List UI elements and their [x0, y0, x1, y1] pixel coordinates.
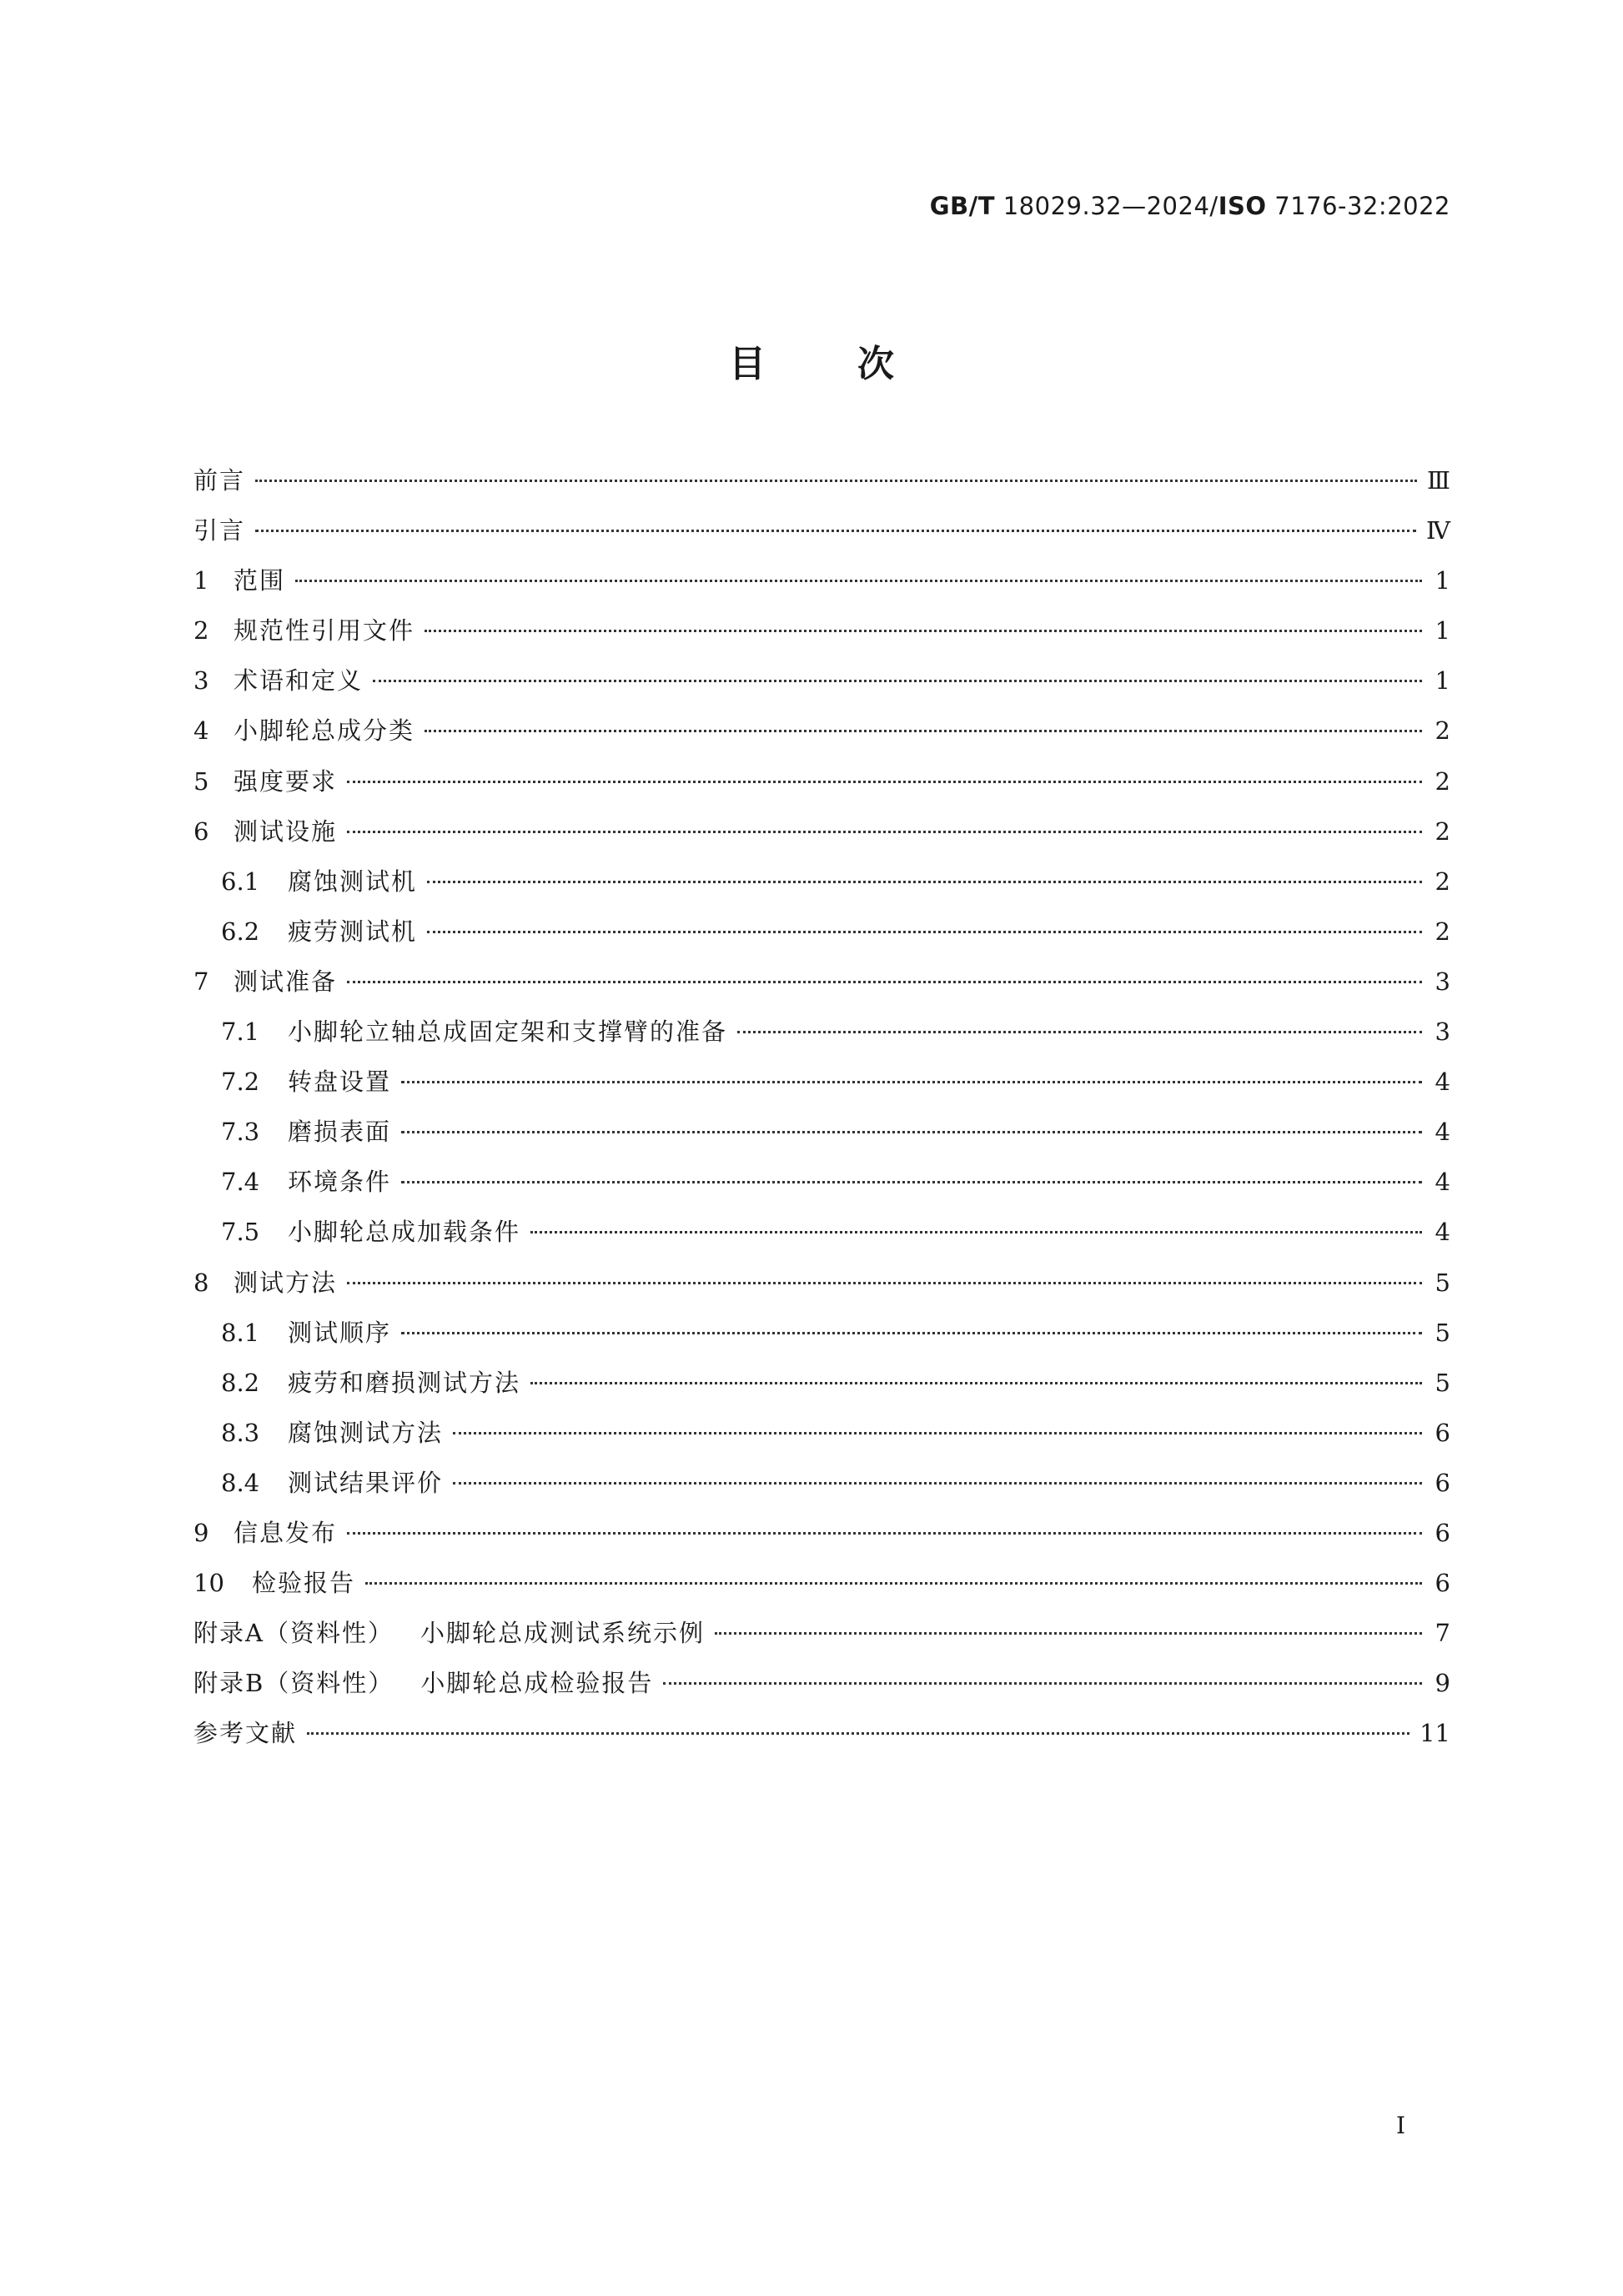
toc-entry-page: 11 — [1419, 1719, 1450, 1748]
toc-entry-number: 7.1 — [221, 1017, 260, 1047]
toc-entry-label: 测试结果评价 — [288, 1468, 444, 1497]
toc-entry-label: 规范性引用文件 — [234, 616, 415, 646]
toc-entry-7-2[interactable] — [193, 1063, 1450, 1113]
toc-leader — [255, 530, 1416, 532]
toc-leader — [530, 1382, 1422, 1384]
toc-entry-number: 3 — [193, 666, 209, 696]
toc-leader — [401, 1181, 1422, 1183]
toc-entry-label: 腐蚀测试方法 — [288, 1418, 444, 1447]
toc-entry-page: 9 — [1435, 1669, 1450, 1698]
toc-entry-page: Ⅳ — [1426, 516, 1450, 545]
toc-entry-label: 范围 — [234, 566, 286, 595]
toc-entry-label: 测试顺序 — [288, 1318, 392, 1347]
toc-leader — [427, 881, 1422, 883]
toc-entry-annex-a[interactable] — [193, 1615, 1450, 1665]
toc-entry-8-4[interactable] — [193, 1465, 1450, 1515]
toc-entry-label: 腐蚀测试机 — [288, 867, 418, 896]
toc-title: 目次 — [729, 343, 986, 385]
toc-entry-label: 引言 — [193, 516, 246, 545]
toc-entry-page: 2 — [1435, 716, 1450, 746]
toc-entry-7-4[interactable] — [193, 1163, 1450, 1213]
toc-entry-label: 测试准备 — [234, 967, 338, 996]
toc-entry-6-1[interactable] — [193, 863, 1450, 913]
toc-leader — [453, 1482, 1422, 1485]
toc-leader — [425, 730, 1422, 732]
standard-code-prefix: GB/T — [929, 192, 996, 220]
toc-entry-number: 6 — [193, 816, 209, 846]
toc-entry-8-1[interactable] — [193, 1314, 1450, 1364]
toc-entry-5[interactable] — [193, 763, 1450, 813]
toc-entry-page: 3 — [1435, 967, 1450, 996]
toc-entry-page: 2 — [1435, 766, 1450, 796]
toc-entry-page: 6 — [1435, 1518, 1450, 1547]
toc-leader — [737, 1031, 1422, 1033]
toc-entry-label: 前言 — [193, 466, 246, 495]
toc-entry-9[interactable] — [193, 1515, 1450, 1565]
toc-entry-1[interactable] — [193, 562, 1450, 612]
toc-entry-page: 3 — [1435, 1017, 1450, 1047]
toc-entry-page: 4 — [1435, 1118, 1450, 1147]
toc-entry-page: 1 — [1435, 666, 1450, 696]
toc-entry-page: 5 — [1435, 1318, 1450, 1347]
page-number: Ⅰ — [1395, 2112, 1405, 2139]
toc-entry-number: 8.3 — [221, 1418, 260, 1447]
toc-entry-7-5[interactable] — [193, 1213, 1450, 1264]
toc-entry-10[interactable] — [193, 1565, 1450, 1615]
toc-entry-page: 4 — [1435, 1068, 1450, 1097]
toc-entry-8-3[interactable] — [193, 1414, 1450, 1465]
toc-entry-number: 1 — [193, 566, 209, 595]
toc-entry-number: 9 — [193, 1518, 209, 1547]
toc-entry-page: 5 — [1435, 1368, 1450, 1397]
toc-entry-annex-b[interactable] — [193, 1665, 1450, 1715]
toc-entry-8-2[interactable] — [193, 1364, 1450, 1414]
toc-entry-label: 小脚轮立轴总成固定架和支撑臂的准备 — [288, 1017, 728, 1047]
toc-entry-number: 10 — [193, 1569, 224, 1598]
toc-leader — [307, 1732, 1409, 1735]
toc-entry-number: 附录B（资料性） — [193, 1669, 394, 1698]
table-of-contents — [193, 462, 1450, 1765]
toc-entry-number: 7.2 — [221, 1068, 260, 1097]
toc-entry-number: 7.4 — [221, 1168, 260, 1197]
toc-entry-3[interactable] — [193, 662, 1450, 712]
toc-entry-page: 6 — [1435, 1468, 1450, 1497]
toc-leader — [715, 1632, 1422, 1635]
toc-entry-label: 环境条件 — [288, 1168, 392, 1197]
toc-entry-page: 6 — [1435, 1569, 1450, 1598]
toc-leader — [373, 680, 1422, 682]
toc-entry-number: 7 — [193, 967, 209, 996]
toc-leader — [425, 630, 1422, 632]
toc-entry-4[interactable] — [193, 712, 1450, 762]
toc-entry-number: 6.2 — [221, 917, 260, 946]
toc-entry-label: 强度要求 — [234, 766, 338, 796]
toc-entry-page: 1 — [1435, 616, 1450, 646]
toc-entry-label: 测试方法 — [234, 1268, 338, 1297]
toc-entry-label: 疲劳测试机 — [288, 917, 418, 946]
toc-entry-label: 测试设施 — [234, 816, 338, 846]
toc-leader — [255, 480, 1417, 482]
toc-entry-page: 6 — [1435, 1418, 1450, 1447]
toc-entry-2[interactable] — [193, 612, 1450, 662]
iso-code-number: 7176-32:2022 — [1266, 192, 1450, 220]
iso-code-prefix: ISO — [1218, 192, 1267, 220]
toc-leader — [401, 1332, 1422, 1334]
toc-entry-label: 磨损表面 — [288, 1118, 392, 1147]
toc-entry-7-1[interactable] — [193, 1013, 1450, 1063]
toc-entry-page: Ⅲ — [1427, 466, 1450, 495]
toc-entry-page: 7 — [1435, 1619, 1450, 1648]
toc-entry-label: 转盘设置 — [288, 1068, 392, 1097]
toc-leader — [530, 1231, 1422, 1233]
toc-entry-label: 信息发布 — [234, 1518, 338, 1547]
toc-leader — [347, 1282, 1422, 1284]
toc-entry-label: 检验报告 — [252, 1569, 356, 1598]
toc-entry-label: 小脚轮总成检验报告 — [420, 1669, 654, 1698]
toc-entry-label: 小脚轮总成测试系统示例 — [420, 1619, 705, 1648]
toc-entry-number: 8 — [193, 1268, 209, 1297]
toc-entry-bibliography[interactable] — [193, 1715, 1450, 1765]
toc-entry-6-2[interactable] — [193, 913, 1450, 963]
toc-entry-number: 6.1 — [221, 867, 260, 896]
toc-entry-number: 7.5 — [221, 1218, 260, 1247]
toc-leader — [427, 931, 1422, 933]
toc-leader — [347, 1532, 1422, 1535]
toc-leader — [347, 831, 1422, 833]
toc-entry-number: 7.3 — [221, 1118, 260, 1147]
toc-entry-label: 小脚轮总成分类 — [234, 716, 415, 746]
toc-entry-number: 8.4 — [221, 1468, 260, 1497]
toc-entry-label: 参考文献 — [193, 1719, 298, 1748]
standard-code — [930, 192, 1450, 220]
toc-entry-label: 疲劳和磨损测试方法 — [288, 1368, 521, 1397]
toc-entry-label: 小脚轮总成加载条件 — [288, 1218, 521, 1247]
toc-entry-page: 4 — [1435, 1168, 1450, 1197]
toc-entry-number: 8.2 — [221, 1368, 260, 1397]
toc-entry-preface[interactable] — [193, 462, 1450, 512]
toc-entry-6[interactable] — [193, 813, 1450, 863]
toc-leader — [295, 580, 1422, 582]
toc-leader — [401, 1081, 1422, 1083]
toc-entry-page: 2 — [1435, 867, 1450, 896]
toc-entry-7-3[interactable] — [193, 1113, 1450, 1163]
toc-entry-number: 4 — [193, 716, 209, 746]
toc-entry-introduction[interactable] — [193, 512, 1450, 562]
toc-entry-page: 2 — [1435, 816, 1450, 846]
toc-entry-8[interactable] — [193, 1264, 1450, 1314]
toc-entry-page: 2 — [1435, 917, 1450, 946]
toc-entry-page: 5 — [1435, 1268, 1450, 1297]
toc-entry-page: 1 — [1435, 566, 1450, 595]
toc-leader — [401, 1131, 1422, 1133]
toc-leader — [347, 981, 1422, 983]
toc-entry-number: 2 — [193, 616, 209, 646]
toc-leader — [347, 781, 1422, 783]
toc-entry-number: 附录A（资料性） — [193, 1619, 394, 1648]
toc-entry-page: 4 — [1435, 1218, 1450, 1247]
toc-entry-number: 8.1 — [221, 1318, 260, 1347]
toc-leader — [365, 1582, 1422, 1585]
toc-entry-7[interactable] — [193, 963, 1450, 1013]
toc-leader — [663, 1682, 1422, 1685]
toc-entry-number: 5 — [193, 766, 209, 796]
standard-code-number: 18029.32—2024/ — [995, 192, 1219, 220]
toc-entry-label: 术语和定义 — [234, 666, 364, 696]
toc-leader — [453, 1432, 1422, 1434]
